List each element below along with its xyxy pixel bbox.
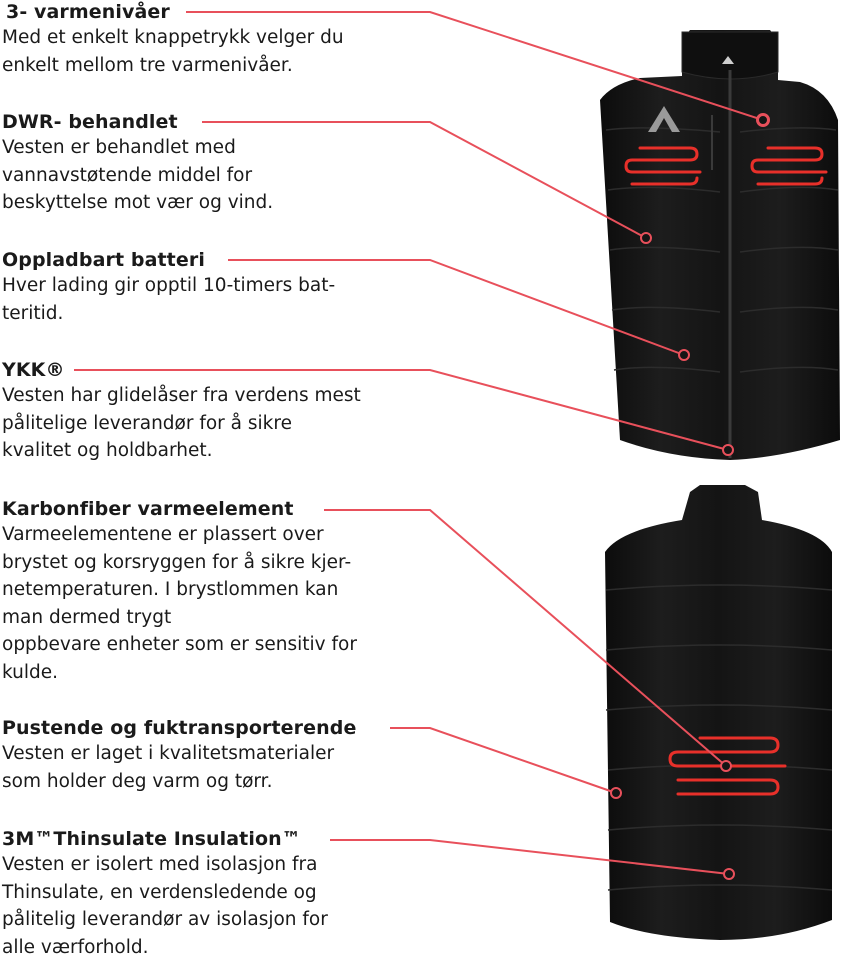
feature-text-line: som holder deg varm og tørr. [2,768,442,796]
feature-text-line: enkelt mellom tre varmenivåer. [2,52,442,80]
marker-breathable [611,788,621,798]
feature-battery [2,248,442,327]
feature-text-line: teritid. [2,300,442,328]
back-vest [605,485,832,940]
feature-heating-element [2,497,442,686]
feature-title: 3M™Thinsulate Insulation™ [2,827,301,851]
feature-text-line: pålitelig leverandør av isolasjon for [2,906,442,934]
feature-heat-levels [2,0,442,79]
feature-text-line: Vesten er behandlet med [2,134,442,162]
feature-title: Pustende og fuktransporterende [2,716,356,740]
feature-text-line: Vesten er isolert med isolasjon fra [2,851,442,879]
feature-text-line: beskyttelse mot vær og vind. [2,189,442,217]
marker-zipper [723,445,733,455]
feature-text-line: man dermed trygt [2,604,442,632]
marker-insulation [724,869,734,879]
feature-text-line: Vesten er laget i kvalitetsmaterialer [2,740,442,768]
feature-text-line: kulde. [2,659,442,687]
feature-breathable [2,716,442,795]
feature-text-line: netemperaturen. I brystlommen kan [2,576,442,604]
feature-text-line: brystet og korsryggen for å sikre kjer- [2,549,442,577]
feature-dwr [2,110,442,217]
feature-insulation [2,827,442,961]
marker-dwr [641,233,651,243]
marker-heat-levels [758,115,768,125]
feature-title: Oppladbart batteri [2,248,205,272]
feature-title: Karbonfiber varmeelement [2,497,294,521]
feature-text-line: Hver lading gir opptil 10-timers bat- [2,272,442,300]
feature-title: DWR- behandlet [2,110,178,134]
feature-title: 3- varmenivåer [2,0,170,24]
feature-text-line: Varmeelementene er plassert over [2,521,442,549]
feature-zipper [2,358,442,465]
feature-text-line: Med et enkelt knappetrykk velger du [2,24,442,52]
marker-battery [679,350,689,360]
front-vest [600,30,840,460]
feature-text-line: kvalitet og holdbarhet. [2,437,442,465]
feature-title: YKK® [2,358,65,382]
feature-text-line: alle værforhold. [2,934,442,961]
feature-text-line: Vesten har glidelåser fra verdens mest [2,382,442,410]
feature-text-line: pålitelige leverandør for å sikre [2,410,442,438]
marker-heating [721,761,731,771]
feature-text-line: Thinsulate, en verdensledende og [2,879,442,907]
feature-text-line: oppbevare enheter som er sensitiv for [2,631,442,659]
feature-text-line: vannavstøtende middel for [2,162,442,190]
